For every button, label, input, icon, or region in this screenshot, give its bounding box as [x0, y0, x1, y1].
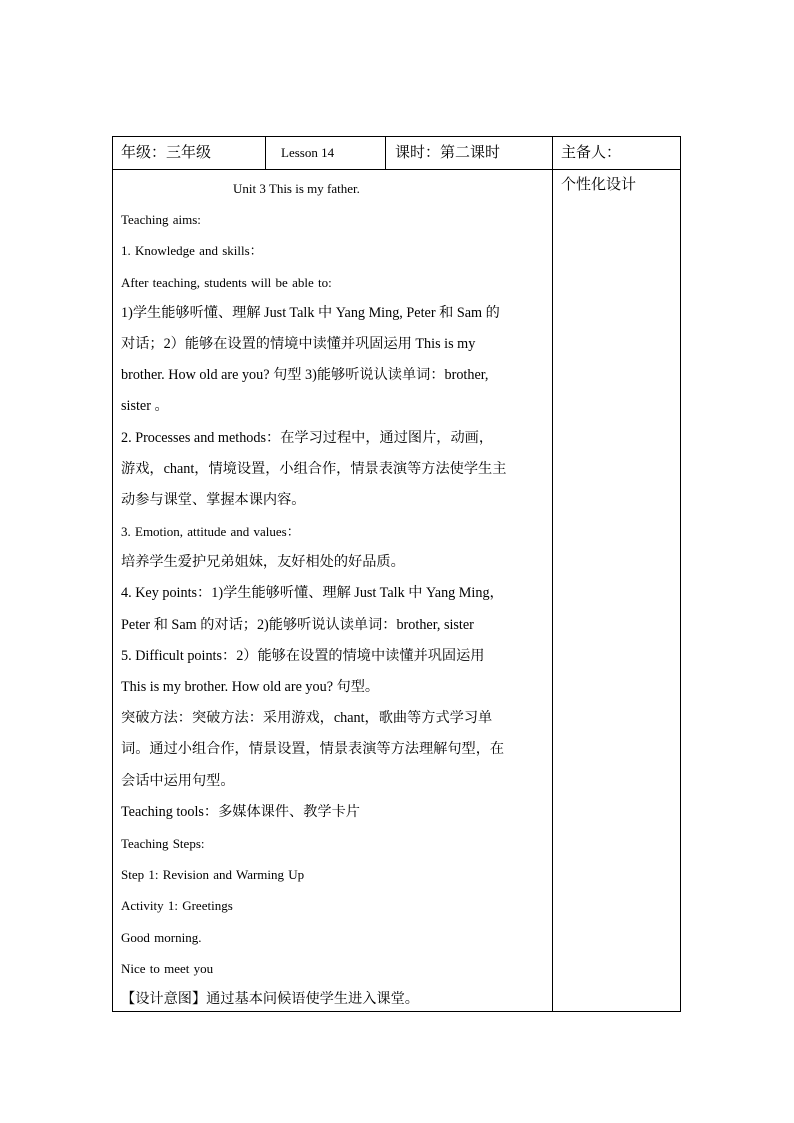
content-line: brother. How old are you? 句型 3)能够听说认读单词：brother, — [121, 367, 489, 384]
period-cell: 课时：第二课时 — [395, 145, 501, 161]
content-line: 【设计意图】通过基本问候语使学生进入课堂。 — [121, 990, 419, 1007]
unit-title: Unit 3 This is my father. — [233, 181, 360, 196]
content-line: 游戏，chant，情境设置，小组合作，情景表演等方法使学生主 — [121, 460, 507, 477]
content-line: 3. Emotion, attitude and values： — [121, 524, 300, 540]
content-line: 1. Knowledge and skills： — [121, 243, 263, 259]
content-line: 会话中运用句型。 — [121, 772, 235, 789]
grade-cell: 年级：三年级 — [121, 145, 212, 161]
personalized-design-heading: 个性化设计 — [561, 177, 637, 193]
column-divider — [552, 137, 553, 1011]
content-line: 对话；2）能够在设置的情境中读懂并巩固运用 This is my — [121, 335, 476, 352]
content-line: 突破方法：突破方法：采用游戏，chant，歌曲等方式学习单 — [121, 710, 493, 727]
lesson-cell: Lesson 14 — [281, 145, 335, 160]
content-line: After teaching, students will be able to: — [121, 274, 332, 290]
content-line: Teaching Steps: — [121, 835, 205, 851]
content-line: sister 。 — [121, 398, 169, 415]
column-divider — [265, 137, 266, 169]
content-line: 2. Processes and methods：在学习过程中，通过图片，动画， — [121, 429, 494, 446]
content-line: Good morning. — [121, 929, 202, 945]
content-line: 培养学生爱护兄弟姐妹，友好相处的好品质。 — [121, 554, 405, 571]
lesson-content — [121, 173, 545, 1015]
column-divider — [385, 137, 386, 169]
content-line: 动参与课堂、掌握本课内容。 — [121, 491, 306, 508]
content-line: This is my brother. How old are you? 句型。 — [121, 679, 380, 695]
content-line: Peter 和 Sam 的对话；2)能够听说认读单词：brother, sister — [121, 616, 474, 633]
content-line: Teaching tools：多媒体课件、教学卡片 — [121, 803, 360, 820]
content-line: 5. Difficult points：2）能够在设置的情境中读懂并巩固运用 — [121, 647, 485, 664]
content-line: 1)学生能够听懂、理解 Just Talk 中 Yang Ming, Peter 和 Sam 的 — [121, 304, 500, 321]
content-line: Nice to meet you — [121, 960, 214, 976]
content-line: Step 1: Revision and Warming Up — [121, 867, 305, 883]
content-line: Teaching aims: — [121, 212, 201, 228]
preparer-cell: 主备人： — [561, 145, 622, 161]
content-line: Activity 1: Greetings — [121, 898, 233, 914]
lesson-plan-table — [112, 136, 681, 1012]
content-line: 4. Key points：1)学生能够听懂、理解 Just Talk 中 Yang Ming， — [121, 585, 504, 602]
content-line: 词。通过小组合作，情景设置，情景表演等方法理解句型，在 — [121, 741, 505, 758]
header-divider — [113, 169, 680, 170]
